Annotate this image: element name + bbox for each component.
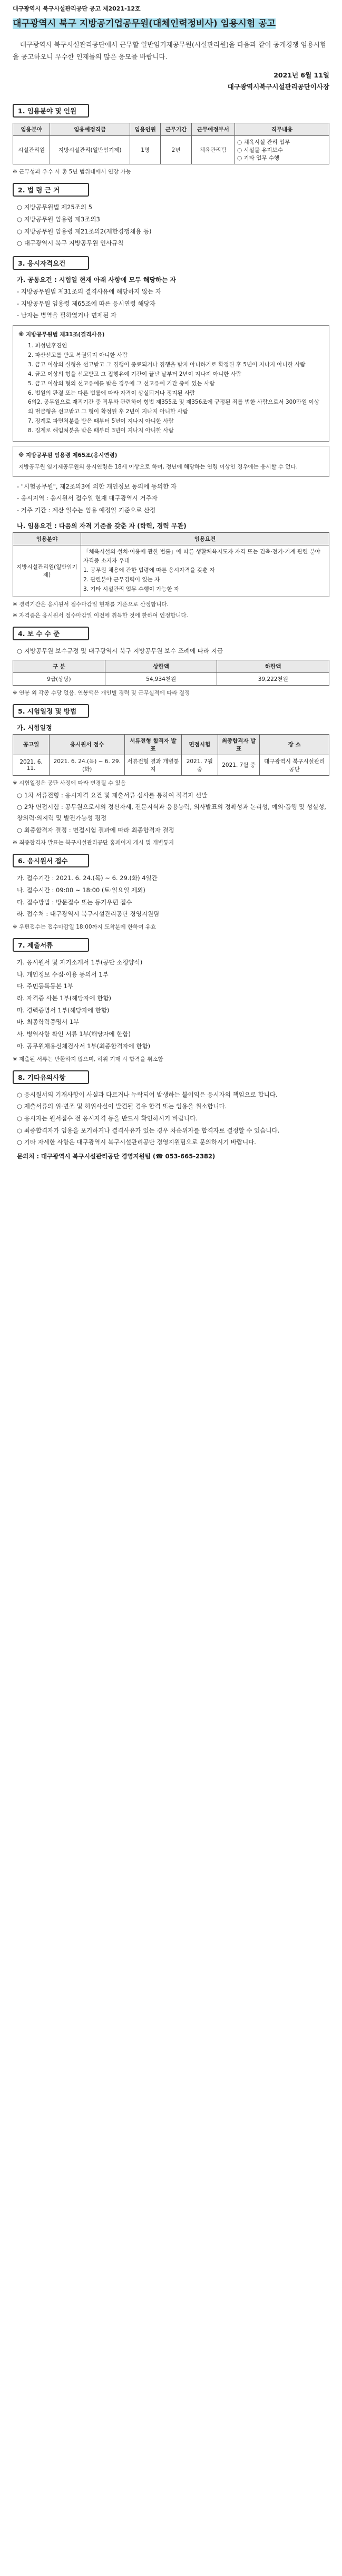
contact-info: 문의처 : 대구광역시 북구시설관리공단 경영지원팀 (☎ 053-665-2382) [17, 1152, 216, 1160]
table-header: 임용분야 [13, 532, 81, 545]
signer: 대구광역시북구시설관리공단이사장 [227, 83, 329, 91]
list-item: ○ 최종합격자 결정 : 면접시험 결과에 따라 최종합격자 결정 [17, 826, 174, 834]
table-note: ※ 최종합격자 발표는 북구시설관리공단 홈페이지 게시 및 개별통지 [13, 840, 174, 846]
table-cell: 2021. 6. 11. [13, 755, 50, 775]
list-item: 가. 접수기간 : 2021. 6. 24.(목) ~ 6. 29.(화) 4일간 [17, 874, 158, 882]
subheading: 가. 공통요건 : 시험일 현재 아래 사항에 모두 해당하는 자 [17, 276, 176, 284]
box-text: 지방공무원 임기제공무원의 응시연령은 18세 이상으로 하며, 정년에 해당하는 연령 이상인 경우에는 응시할 수 없다. [18, 464, 298, 471]
table-cell: 9급(상당) [13, 672, 105, 685]
section-heading: 7. 제출서류 [13, 938, 89, 952]
table-header: 근무예정부서 [191, 123, 234, 136]
table-header: 응시원서 접수 [50, 734, 125, 755]
list-item: - "시험공무원", 제2조의3에 의한 개인정보 동의에 동의한 자 [17, 482, 177, 490]
table-row [13, 672, 329, 685]
list-item: 5. 금고 이상의 형의 선고유예를 받은 경우에 그 선고유예 기간 중에 있는 사람 [28, 380, 215, 387]
list-item: 사. 병역사항 확인 서류 1부(해당자에 한함) [17, 1030, 131, 1038]
list-item: ○ 1차 서류전형 : 응시자격 요건 및 제출서류 심사를 통하여 적격자 선발 [17, 791, 208, 799]
box-title: ※ 지방공무원법 제31조(결격사유) [18, 331, 105, 338]
table-cell: 2021. 6. 24.(목) ~ 6. 29.(화) [50, 755, 125, 775]
section-salary [13, 627, 329, 697]
list-item: - 거주 기간 : 계산 일수는 임용 예정일 기준으로 산정 [17, 506, 156, 514]
table-cell: 체육관리팀 [191, 136, 234, 164]
table-cell: 시설관리원 [13, 136, 50, 164]
table-header: 임용예정직급 [50, 123, 130, 136]
table-row [13, 755, 329, 775]
subheading: 가. 시험일정 [17, 724, 52, 731]
list-item: 가. 응시원서 및 자기소개서 1부(공단 소정양식) [17, 959, 143, 967]
list-item: 8. 징계로 해임처분을 받은 때부터 3년이 지나지 아니한 사람 [28, 427, 174, 434]
list-item: 다. 주민등록등본 1부 [17, 982, 74, 990]
subheading: 나. 임용요건 : 다음의 자격 기준을 갖춘 자 (학력, 경력 무관) [17, 522, 187, 530]
list-item: 6의2. 공무원으로 재직기간 중 직무와 관련하여 형법 제355조 및 제356조에 규정된 죄를 범한 사람으로서 300만원 이상의 벌금형을 선고받고 그 형이 확정된 후 2년이 지나지 아니한 사람 [28, 399, 319, 415]
list-item: 바. 최종학력증명서 1부 [17, 1018, 80, 1026]
section-qualifications [13, 256, 329, 619]
table-cell: 서류전형 결과 개별통지 [125, 755, 181, 775]
table-note: ※ 경력기간은 응시원서 접수마감일 현재를 기준으로 산정합니다. [13, 601, 169, 608]
table-header: 근무기간 [161, 123, 191, 136]
list-item: ○ 대구광역시 북구 지방공무원 인사규칙 [17, 239, 124, 247]
section-documents [13, 938, 329, 1063]
table-note: ※ 연봉 외 각종 수당 없음. 연봉액은 개인별 경력 및 근무실적에 따라 결정 [13, 689, 190, 696]
list-item: ○ 지방공무원 임용령 제3조의3 [17, 215, 100, 223]
table-cell: 대구광역시 북구시설관리공단 [260, 755, 329, 775]
list-item: 라. 접수처 : 대구광역시 북구시설관리공단 경영지원팀 [17, 910, 160, 918]
page-title: 대구광역시 북구 지방공기업공무원(대체인력정비사) 임용시험 공고 [13, 18, 276, 29]
table-note: ※ 시험일정은 공단 사정에 따라 변경될 수 있음 [13, 779, 126, 786]
list-item: 아. 공무원채용신체검사서 1부(최종합격자에 한함) [17, 1042, 151, 1050]
table-header: 임용요건 [81, 532, 329, 545]
table-cell: 39,222천원 [217, 672, 329, 685]
table-cell: ○ 체육시설 관리 업무 ○ 시설물 유지보수 ○ 기타 업무 수행 [235, 136, 329, 164]
section-heading: 8. 기타유의사항 [13, 1070, 89, 1084]
list-item: ○ 2차 면접시험 : 공무원으로서의 정신자세, 전문지식과 응용능력, 의사발표의 정확성과 논리성, 예의·품행 및 성실성, 창의력·의지력 및 발전가능성 평정 [17, 803, 326, 822]
table-cell: 54,934천원 [105, 672, 217, 685]
list-item: ○ 최종합격자가 임용을 포기하거나 결격사유가 있는 경우 차순위자를 합격자로 결정할 수 있습니다. [17, 1126, 280, 1134]
list-item: 1. 피성년후견인 [28, 343, 67, 349]
section-heading: 3. 응시자격요건 [13, 256, 89, 270]
list-item: 2. 파산선고를 받고 복권되지 아니한 사람 [28, 352, 128, 359]
notice-page [0, 0, 342, 1162]
requirements-table [13, 532, 329, 597]
table-header: 공고일 [13, 734, 50, 755]
list-item: - 지방공무원 임용령 제65조에 따른 응시연령 해당자 [17, 299, 155, 307]
table-cell: 2021. 7월 중 [218, 755, 259, 775]
table-header: 최종합격자 발표 [218, 734, 259, 755]
table-cell: 1명 [130, 136, 160, 164]
table-note: ※ 근무성과 우수 시 총 5년 범위내에서 연장 가능 [13, 169, 131, 175]
table-cell: 2년 [161, 136, 191, 164]
list-item: - 남자는 병역을 필하였거나 면제된 자 [17, 311, 117, 319]
positions-table [13, 123, 329, 164]
section-heading: 6. 응시원서 접수 [13, 854, 89, 867]
list-item: - 지방공무원법 제31조의 결격사유에 해당하지 않는 자 [17, 287, 162, 295]
table-cell: 지방시설관리원(일반임기제) [13, 545, 81, 597]
table-row [13, 545, 329, 597]
section-heading: 5. 시험일정 및 방법 [13, 704, 89, 718]
section-positions [13, 104, 329, 175]
salary-text: ○ 지방공무원 보수규정 및 대구광역시 북구 지방공무원 보수 조례에 따라 지급 [17, 647, 223, 655]
notice-date: 2021년 6월 11일 [273, 71, 329, 80]
exam-methods [17, 790, 329, 836]
disqualification-box [13, 325, 329, 442]
law-list [17, 202, 329, 249]
notes-list [17, 1089, 329, 1148]
list-item: 3. 금고 이상의 실형을 선고받고 그 집행이 종료되거나 집행을 받지 아니하기로 확정된 후 5년이 지나지 아니한 사람 [28, 362, 306, 368]
list-item: 마. 경력증명서 1부(해당자에 한함) [17, 1006, 110, 1014]
table-cell: 「체육시설의 설치·이용에 관한 법률」에 따른 생활체육지도자 자격 또는 건축·전기·기계 관련 분야 자격증 소지자 우대 1. 공무원 채용에 관한 법령에 따른 응시자격을 갖춘 자 2. 관련분야 근무경력이 있는 자 3. 기타 시설관리 업무 수행이 가능한 자 [81, 545, 329, 597]
disqualification-list [28, 341, 324, 435]
application-list [17, 873, 329, 920]
table-header: 상한액 [105, 660, 217, 672]
table-row [13, 136, 329, 164]
table-header: 장 소 [260, 734, 329, 755]
table-note: ※ 제출된 서류는 반환하지 않으며, 허위 기재 시 합격을 취소함 [13, 1056, 163, 1062]
list-item: 라. 자격증 사본 1부(해당자에 한함) [17, 994, 111, 1002]
list-item: - 응시지역 : 응시원서 접수일 현재 대구광역시 거주자 [17, 494, 158, 502]
table-header: 구 분 [13, 660, 105, 672]
section-heading: 4. 보 수 수 준 [13, 627, 89, 640]
table-header: 면접시험 [181, 734, 218, 755]
list-item: 다. 접수방법 : 방문접수 또는 등기우편 접수 [17, 898, 132, 906]
list-item: ○ 제출서류의 위·변조 및 허위사실이 발견될 경우 합격 또는 임용을 취소합니다. [17, 1102, 227, 1110]
table-note: ※ 자격증은 응시원서 접수마감일 이전에 취득한 것에 한하여 인정합니다. [13, 612, 188, 619]
table-header: 임용분야 [13, 123, 50, 136]
documents-list [17, 957, 329, 1052]
salary-table [13, 660, 329, 686]
extra-requirements [17, 481, 329, 516]
section-laws [13, 183, 329, 249]
list-item: ○ 기타 자세한 사항은 대구광역시 북구시설관리공단 경영지원팀으로 문의하시기 바랍니다. [17, 1138, 256, 1146]
section-heading: 2. 법 령 근 거 [13, 183, 89, 197]
list-item: 나. 개인정보 수집·이용 동의서 1부 [17, 970, 109, 978]
list-item: ○ 지방공무원 임용령 제21조의2(제한경쟁채용 등) [17, 227, 152, 235]
box-title: ※ 지방공무원 임용령 제65조(응시연령) [18, 452, 118, 458]
section-heading: 1. 임용분야 및 인원 [13, 104, 89, 118]
table-header: 서류전형 합격자 발표 [125, 734, 181, 755]
list-item: ○ 지방공무원법 제25조의 5 [17, 203, 92, 211]
schedule-table [13, 734, 329, 776]
table-header: 하한액 [217, 660, 329, 672]
notice-number: 대구광역시 북구시설관리공단 공고 제2021-12호 [13, 5, 141, 12]
list-item: ○ 응시원서의 기재사항이 사실과 다르거나 누락되어 발생하는 불이익은 응시자의 책임으로 합니다. [17, 1090, 278, 1098]
list-item: 4. 금고 이상의 형을 선고받고 그 집행유예 기간이 끝난 날부터 2년이 지나지 아니한 사람 [28, 370, 241, 377]
common-requirements [17, 286, 329, 321]
table-header: 직무내용 [235, 123, 329, 136]
table-note: ※ 우편접수는 접수마감일 18:00까지 도착분에 한하여 유효 [13, 924, 157, 931]
list-item: 나. 접수시간 : 09:00 ~ 18:00 (토·일요일 제외) [17, 886, 145, 894]
section-schedule [13, 704, 329, 847]
list-item: 6. 법원의 판결 또는 다른 법률에 따라 자격이 상실되거나 정지된 사람 [28, 389, 196, 396]
table-header: 임용인원 [130, 123, 160, 136]
section-notes [13, 1070, 329, 1162]
intro-text: 대구광역시 북구시설관리공단에서 근무할 일반임기제공무원(시설관리원)을 다음과 같이 공개경쟁 임용시험을 공고하오니 우수한 인재들의 많은 응모를 바랍니다. [13, 40, 326, 61]
age-box [13, 446, 329, 477]
list-item: 7. 징계로 파면처분을 받은 때부터 5년이 지나지 아니한 사람 [28, 418, 174, 425]
list-item: ○ 응시자는 원서접수 전 응시자격 등을 반드시 확인하시기 바랍니다. [17, 1114, 198, 1122]
section-application [13, 854, 329, 931]
table-cell: 2021. 7월 중 [181, 755, 218, 775]
table-cell: 지방시설관리(일반임기제) [50, 136, 130, 164]
